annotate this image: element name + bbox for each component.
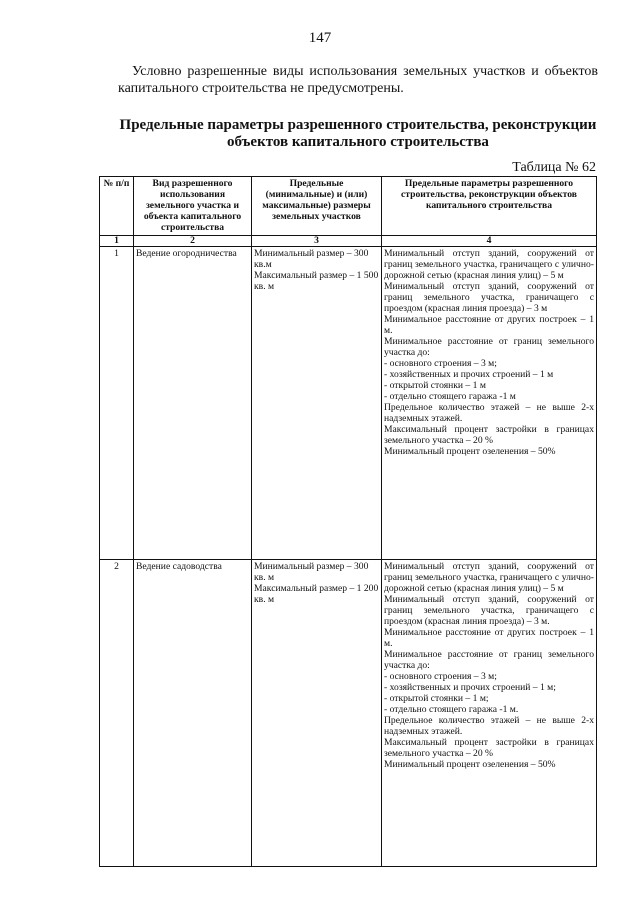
build-params <box>382 560 597 867</box>
column-number: 2 <box>134 236 252 247</box>
param-line: Минимальное расстояние от других построек – 1 м. <box>384 314 594 336</box>
use-type: Ведение огородничества <box>134 247 252 560</box>
parameters-table <box>99 176 597 867</box>
param-line: - открытой стоянки – 1 м <box>384 380 486 391</box>
param-line: Минимальный отступ зданий, сооружений от границ земельного участка, граничащего с улично-дорожной сетью (красная линия улиц) – 5 м <box>384 248 594 281</box>
param-line: Минимальное расстояние от границ земельного участка до: <box>384 336 594 358</box>
param-line: Предельное количество этажей – не выше 2-х надземных этажей. <box>384 715 594 737</box>
header-params: Предельные параметры разрешенного строительства, реконструкции объектов капитального строительства <box>382 177 597 236</box>
size-line: Минимальный размер – 300 кв. м <box>254 561 369 583</box>
table-row <box>100 247 597 560</box>
header-size: Предельные (минимальные) и (или) максимальные) размеры земельных участков <box>252 177 382 236</box>
column-number: 1 <box>100 236 134 247</box>
row-number: 2 <box>100 560 134 867</box>
table-label: Таблица № 62 <box>512 160 596 175</box>
table-row <box>100 560 597 867</box>
row-number: 1 <box>100 247 134 560</box>
param-line: Минимальный отступ зданий, сооружений от границ земельного участка, граничащего с проездом (красная линия проезда) – 3 м. <box>384 594 594 627</box>
param-line: Минимальное расстояние от других построек – 1 м. <box>384 627 594 649</box>
header-num: № п/п <box>100 177 134 236</box>
param-line: - основного строения – 3 м; <box>384 671 497 682</box>
param-line: Минимальный отступ зданий, сооружений от границ земельного участка, граничащего с улично-дорожной сетью (красная линия улиц) – 5 м <box>384 561 594 594</box>
param-line: - хозяйственных и прочих строений – 1 м; <box>384 682 556 693</box>
column-number-row <box>100 236 597 247</box>
intro-paragraph: Условно разрешенные виды использования земельных участков и объектов капитального строительства не предусмотрены. <box>118 64 598 96</box>
page-number: 147 <box>308 30 332 46</box>
header-use: Вид разрешенного использования земельного участка и объекта капитального строительства <box>134 177 252 236</box>
param-line: - хозяйственных и прочих строений – 1 м <box>384 369 554 380</box>
plot-size <box>252 560 382 867</box>
param-line: Максимальный процент застройки в границах земельного участка – 20 % <box>384 424 594 446</box>
plot-size <box>252 247 382 560</box>
param-line: Минимальное расстояние от границ земельного участка до: <box>384 649 594 671</box>
size-line: Минимальный размер – 300 кв.м <box>254 248 369 270</box>
param-line: - открытой стоянки – 1 м; <box>384 693 489 704</box>
column-number: 4 <box>382 236 597 247</box>
param-line: Предельное количество этажей – не выше 2-х надземных этажей. <box>384 402 594 424</box>
param-line: Максимальный процент застройки в границах земельного участка – 20 % <box>384 737 594 759</box>
section-heading: Предельные параметры разрешенного строительства, реконструкции объектов капитального строительства <box>119 117 597 150</box>
param-line: - отдельно стоящего гаража -1 м. <box>384 704 519 715</box>
param-line: - основного строения – 3 м; <box>384 358 497 369</box>
table-header-row <box>100 177 597 236</box>
use-type: Ведение садоводства <box>134 560 252 867</box>
size-line: Максимальный размер – 1 500 кв. м <box>254 270 379 292</box>
param-line: Минимальный процент озеленения – 50% <box>384 446 556 457</box>
column-number: 3 <box>252 236 382 247</box>
param-line: Минимальный процент озеленения – 50% <box>384 759 556 770</box>
build-params <box>382 247 597 560</box>
size-line: Максимальный размер – 1 200 кв. м <box>254 583 379 605</box>
param-line: Минимальный отступ зданий, сооружений от границ земельного участка, граничащего с проездом (красная линия проезда) – 3 м <box>384 281 594 314</box>
param-line: - отдельно стоящего гаража -1 м <box>384 391 516 402</box>
